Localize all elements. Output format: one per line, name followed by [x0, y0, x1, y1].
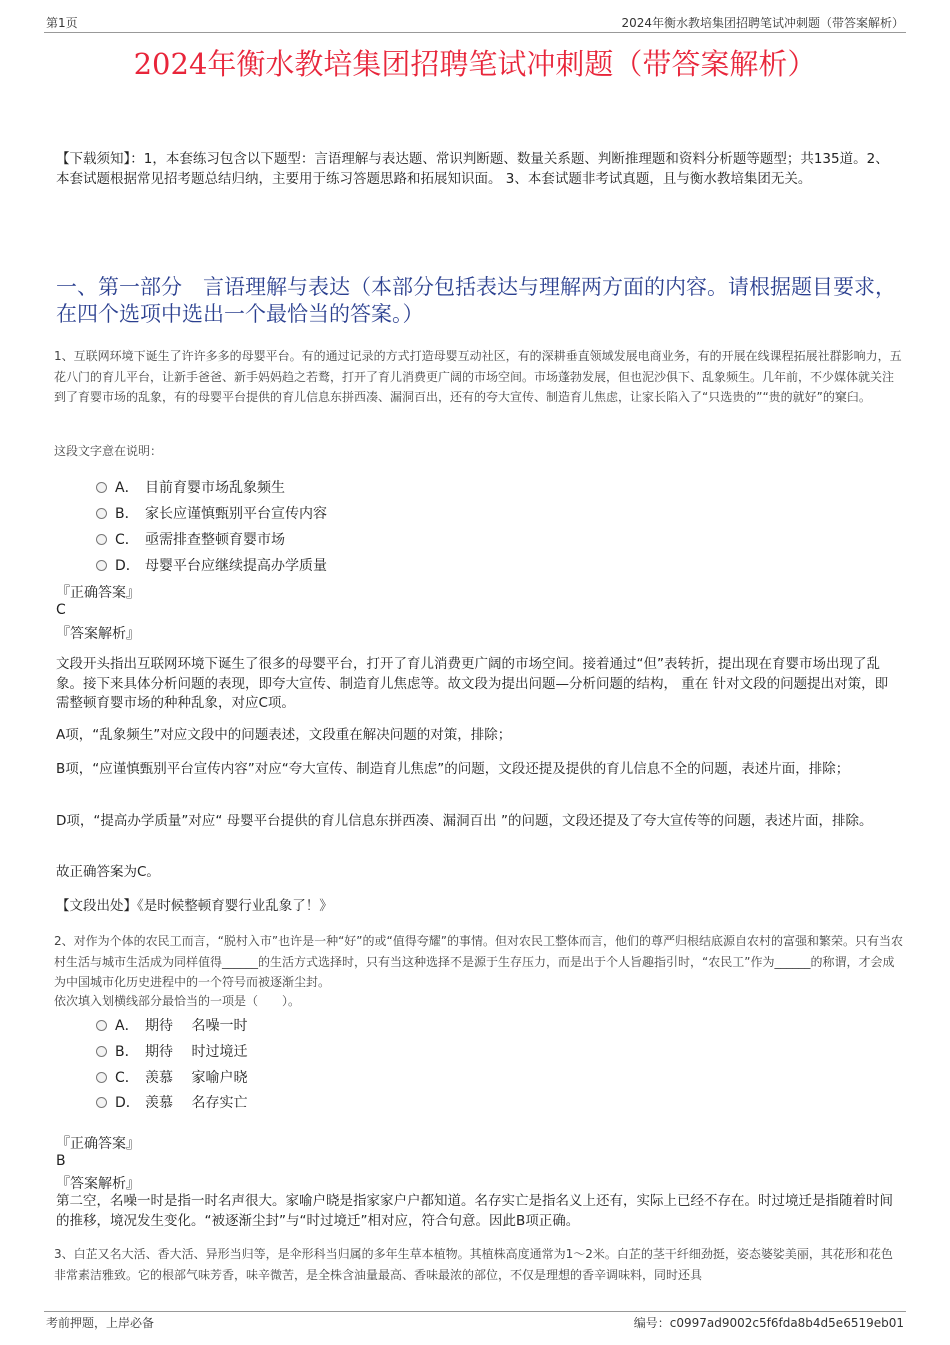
q2-option-c[interactable]: C． 羡慕 家喻户晓 — [96, 1067, 247, 1087]
q1-stem: 1、互联网环境下诞生了许许多多的母婴平台。有的通过记录的方式打造母婴互动社区，有的深耕垂直领域发展电商业务，有的开展在线课程拓展社群影响力，五花八门的育儿平台，让新手爸爸、新手妈妈趋之若鹜，打开了育儿消费更广阔的市场空间。市场蓬勃发展，但也泥沙俱下、乱象频生。几年前，不少媒体就关注到了育婴市场的乱象，有的母婴平台提供的育儿信息东拼西凑、漏洞百出，还有的夸大宣传、制造育儿焦虑，让家长陷入了“只选贵的”“贵的就好”的窠臼。 — [54, 349, 902, 404]
footer-doc-id: 编号：c0997ad9002c5f6fda8b4d5e6519eb01 — [633, 1316, 904, 1330]
q1-analysis-paragraph: 文段开头指出互联网环境下诞生了很多的母婴平台，打开了育儿消费更广阔的市场空间。接着通过“但”表转折，提出现在育婴市场出现了乱象。接下来具体分析问题的表现，即夸大宣传、制造育儿焦虑等。故文段为提出问题—分析问题的结构， 重在 针对文段的问题提出对策，即需整顿育婴市场的种种乱象，对应C项。 — [56, 656, 889, 711]
footer-slogan: 考前押题，上岸必备 — [46, 1316, 155, 1330]
radio-icon[interactable] — [96, 1046, 107, 1057]
download-notice: 【下载须知】：1，本套练习包含以下题型：言语理解与表达题、常识判断题、数量关系题、判断推理题和资料分析题等题型；共135道。2、本套试题根据常见招考题总结归纳，主要用于练习答题思路和拓展知识面。 3、本套试题非考试真题，且与衡水教培集团无关。 — [56, 151, 889, 187]
section-heading: 一、第一部分 言语理解与表达（本部分包括表达与理解两方面的内容。请根据题目要求，在四个选项中选出一个最恰当的答案。） — [56, 275, 896, 326]
radio-icon[interactable] — [96, 560, 107, 571]
q1-option-a[interactable]: A． 目前育婴市场乱象频生 — [96, 477, 285, 497]
q1-analysis-label: 『答案解析』 — [56, 626, 140, 642]
radio-icon[interactable] — [96, 1020, 107, 1031]
q2-option-d[interactable]: D． 羡慕 名存实亡 — [96, 1092, 247, 1112]
q1-question: 这段文字意在说明： — [54, 444, 163, 458]
page-title: 2024年衡水教培集团招聘笔试冲刺题（带答案解析） — [133, 47, 817, 81]
radio-icon[interactable] — [96, 1097, 107, 1108]
page-number: 第1页 — [46, 16, 78, 30]
q2-option-b[interactable]: B． 期待 时过境迁 — [96, 1041, 247, 1061]
q1-analysis-paragraph: D项，“提高办学质量”对应“ 母婴平台提供的育儿信息东拼西凑、漏洞百出 ”的问题，文段还提及了夸大宣传等的问题，表述片面，排除。 — [56, 813, 873, 829]
q1-source: 【文段出处】《是时候整顿育婴行业乱象了！》 — [56, 898, 333, 914]
q2-analysis: 第二空，名噪一时是指一时名声很大。家喻户晓是指家家户户都知道。名存实亡是指名义上还有，实际上已经不存在。时过境迁是指随着时间的推移，境况发生变化。“被逐渐尘封”与“时过境迁”相对应，符合句意。因此B项正确。 — [56, 1193, 893, 1229]
q2-option-a[interactable]: A． 期待 名噪一时 — [96, 1015, 247, 1035]
q1-analysis-paragraph: B项，“应谨慎甄别平台宣传内容”对应“夸大宣传、制造育儿焦虑”的问题，文段还提及提供的育儿信息不全的问题，表述片面，排除； — [56, 761, 850, 777]
radio-icon[interactable] — [96, 508, 107, 519]
radio-icon[interactable] — [96, 482, 107, 493]
radio-icon[interactable] — [96, 534, 107, 545]
q2-analysis-label: 『答案解析』 — [56, 1176, 140, 1192]
header-divider — [44, 32, 906, 33]
q3-stem: 3、白芷又名大活、香大活、异形当归等，是伞形科当归属的多年生草本植物。其植株高度通常为1～2米。白芷的茎干纤细劲挺，姿态婆娑美丽，其花形和花色非常素洁雅致。它的根部气味芳香，味辛微苦，是全株含油量最高、香味最浓的部位，不仅是理想的香辛调味料，同时还具 — [54, 1247, 893, 1282]
q1-option-d[interactable]: D． 母婴平台应继续提高办学质量 — [96, 555, 327, 575]
q2-answer-label: 『正确答案』 — [56, 1136, 140, 1152]
q1-option-c[interactable]: C． 亟需排查整顿育婴市场 — [96, 529, 285, 549]
q1-analysis-paragraph: 故正确答案为C。 — [56, 864, 160, 880]
q1-answer: C — [56, 602, 66, 618]
header-doc-title: 2024年衡水教培集团招聘笔试冲刺题（带答案解析） — [621, 16, 904, 30]
q1-answer-label: 『正确答案』 — [56, 585, 140, 601]
q2-question: 依次填入划横线部分最恰当的一项是（ ）。 — [54, 994, 301, 1008]
q2-stem: 2、对作为个体的农民工而言，“脱村入市”也许是一种“好”的或“值得夸耀”的事情。但对农民工整体而言，他们的尊严归根结底源自农村的富强和繁荣。只有当农村生活与城市生活成为同样值得______的生活方式选择时，只有当这种选择不是源于生存压力，而是出于个人旨趣指引时，“农民工”作为______的称谓，才会成为中国城市化历史进程中的一个符号而被逐渐尘封。 — [54, 934, 903, 989]
q1-analysis-paragraph: A项，“乱象频生”对应文段中的问题表述，文段重在解决问题的对策，排除； — [56, 727, 512, 743]
radio-icon[interactable] — [96, 1072, 107, 1083]
q1-option-b[interactable]: B． 家长应谨慎甄别平台宣传内容 — [96, 503, 327, 523]
q2-answer: B — [56, 1153, 66, 1169]
footer-divider — [44, 1311, 906, 1312]
